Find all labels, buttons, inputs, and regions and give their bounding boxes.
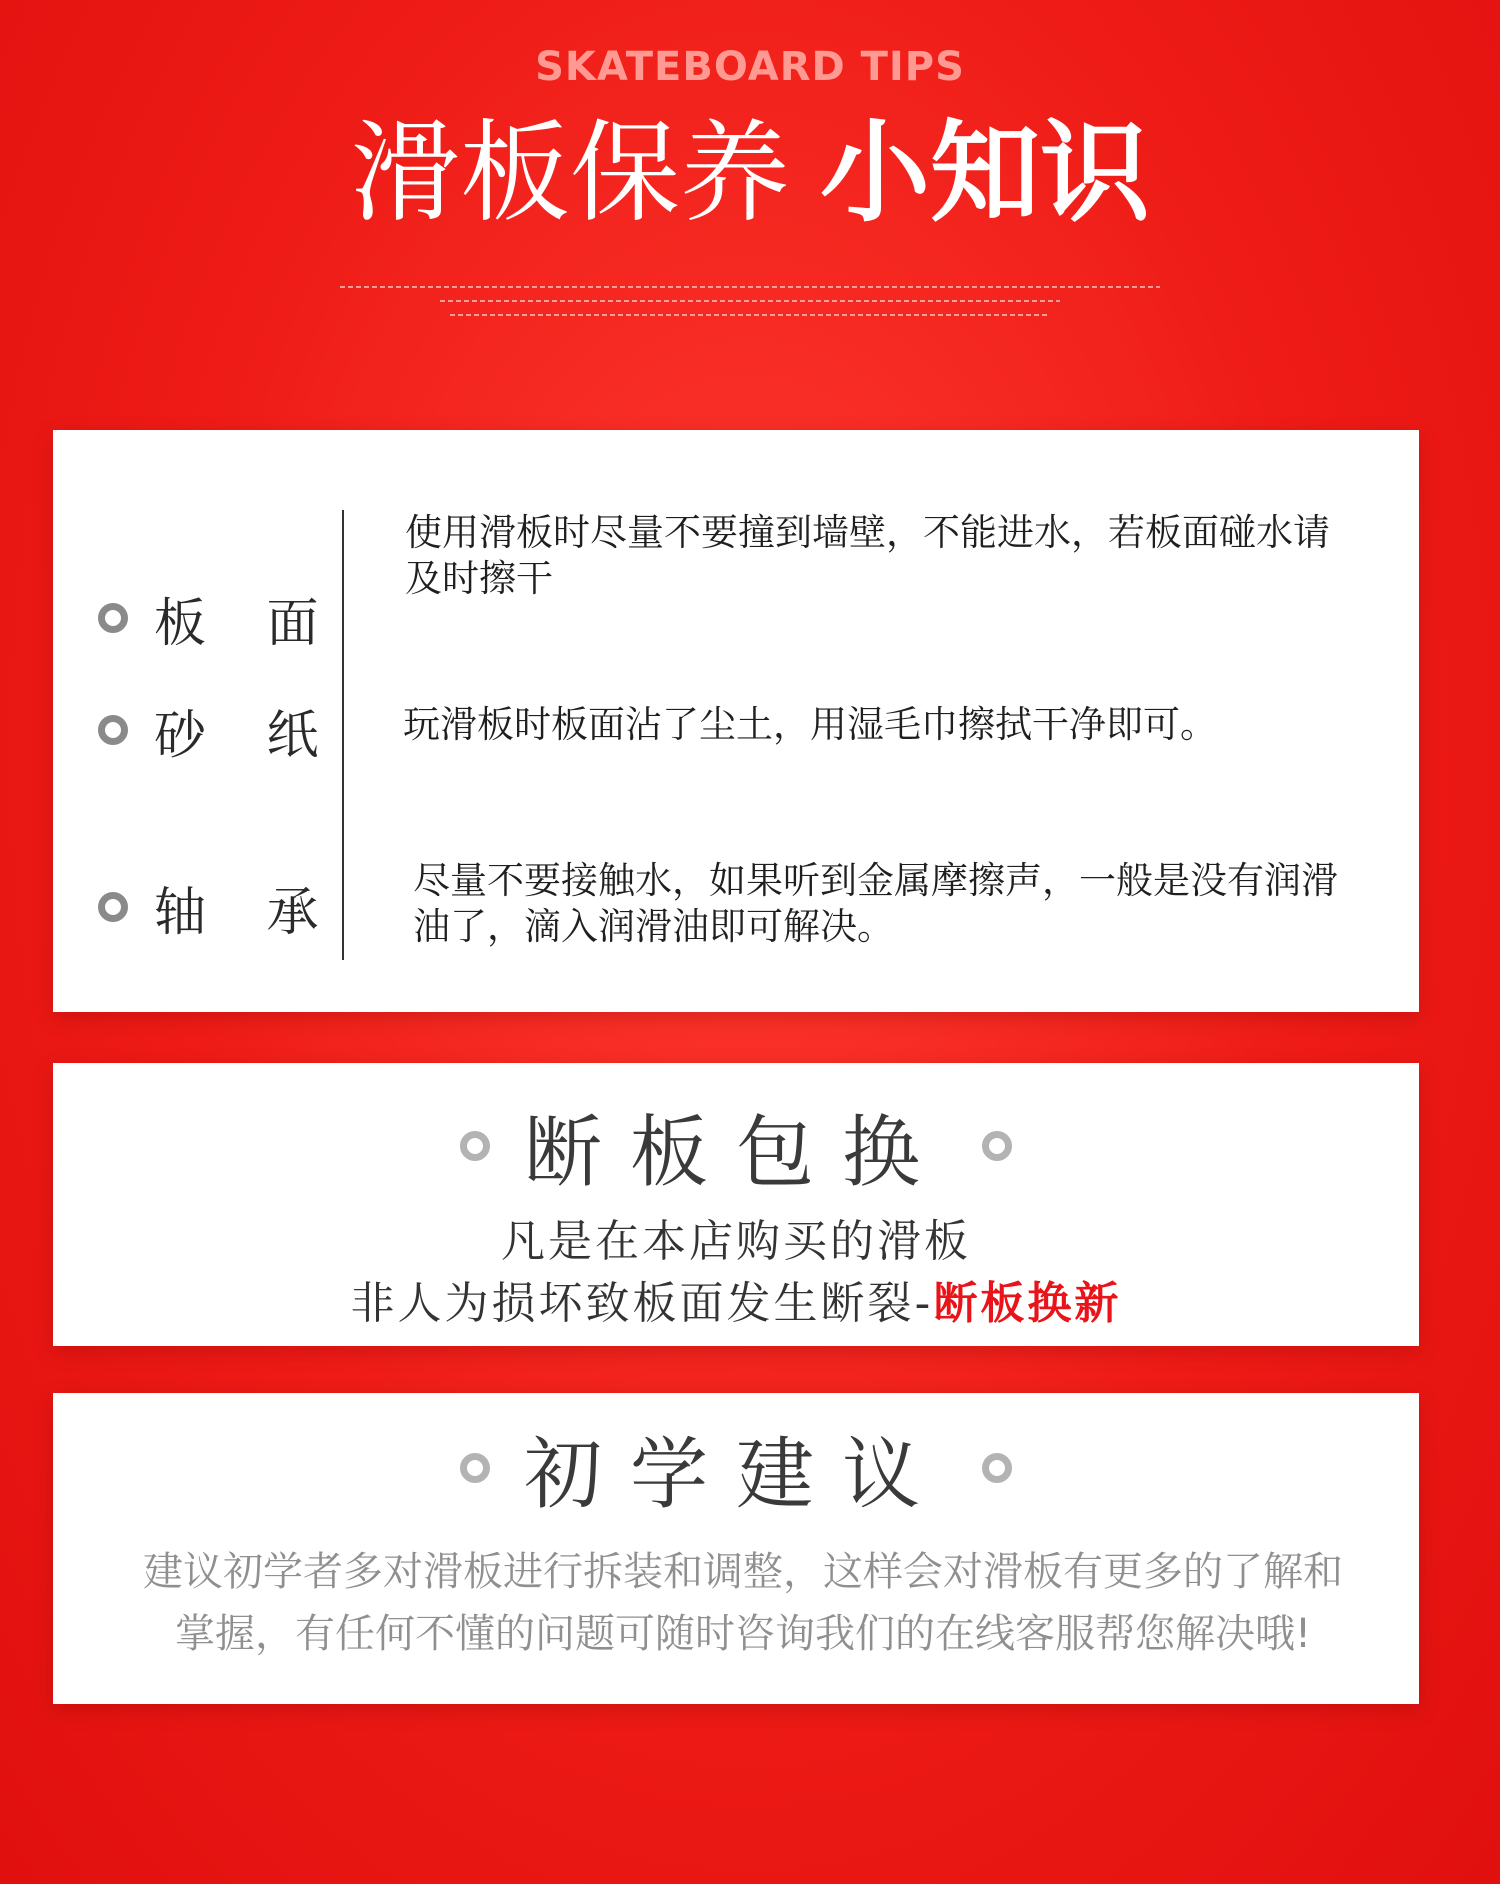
circle-bullet-icon [982, 1131, 1012, 1161]
beginner-heading [53, 1423, 1419, 1520]
circle-bullet-icon [98, 892, 128, 922]
care-item-label-text: 板 面 [154, 593, 341, 654]
circle-bullet-icon [460, 1453, 490, 1483]
care-item-description: 玩滑板时板面沾了尘土，用湿毛巾擦拭干净即可。 [403, 703, 1217, 746]
page-title-bold: 小知识 [820, 109, 1150, 237]
page-title [0, 108, 1500, 238]
care-item-label-text: 轴 承 [154, 882, 341, 943]
circle-bullet-icon [98, 603, 128, 633]
vertical-divider [342, 510, 344, 960]
warranty-line-2-text: 非人为损坏致板面发生断裂- [350, 1278, 934, 1329]
circle-bullet-icon [460, 1131, 490, 1161]
beginner-card [53, 1393, 1419, 1704]
care-item-description: 使用滑板时尽量不要撞到墙壁，不能进水，若板面碰水请及时擦干 [405, 511, 1330, 600]
circle-bullet-icon [98, 715, 128, 745]
care-item-description: 尽量不要接触水，如果听到金属摩擦声，一般是没有润滑油了，滴入润滑油即可解决。 [413, 859, 1338, 948]
warranty-card [53, 1063, 1419, 1346]
page-title-main: 滑板保养 [350, 109, 790, 237]
decorative-text-line [450, 314, 1050, 316]
care-item-label [98, 877, 341, 943]
header-subtitle: SKATEBOARD TIPS [535, 44, 965, 90]
beginner-heading-text: 初学建议 [523, 1430, 948, 1520]
warranty-heading-text: 断板包换 [523, 1108, 948, 1198]
care-card [53, 430, 1419, 1012]
decorative-text-line [440, 300, 1060, 302]
care-item-label [98, 700, 341, 766]
warranty-line-2 [53, 1267, 1419, 1331]
warranty-heading [53, 1101, 1419, 1198]
care-item-label [98, 588, 341, 654]
circle-bullet-icon [982, 1453, 1012, 1483]
decorative-text-line [340, 286, 1160, 288]
care-item-label-text: 砂 纸 [154, 705, 341, 766]
warranty-highlight: 断板换新 [933, 1278, 1122, 1329]
warranty-line-1: 凡是在本店购买的滑板 [501, 1216, 971, 1267]
beginner-advice-text: 建议初学者多对滑板进行拆装和调整，这样会对滑板有更多的了解和掌握，有任何不懂的问题可随时咨询我们的在线客服帮您解决哦! [143, 1549, 1343, 1657]
